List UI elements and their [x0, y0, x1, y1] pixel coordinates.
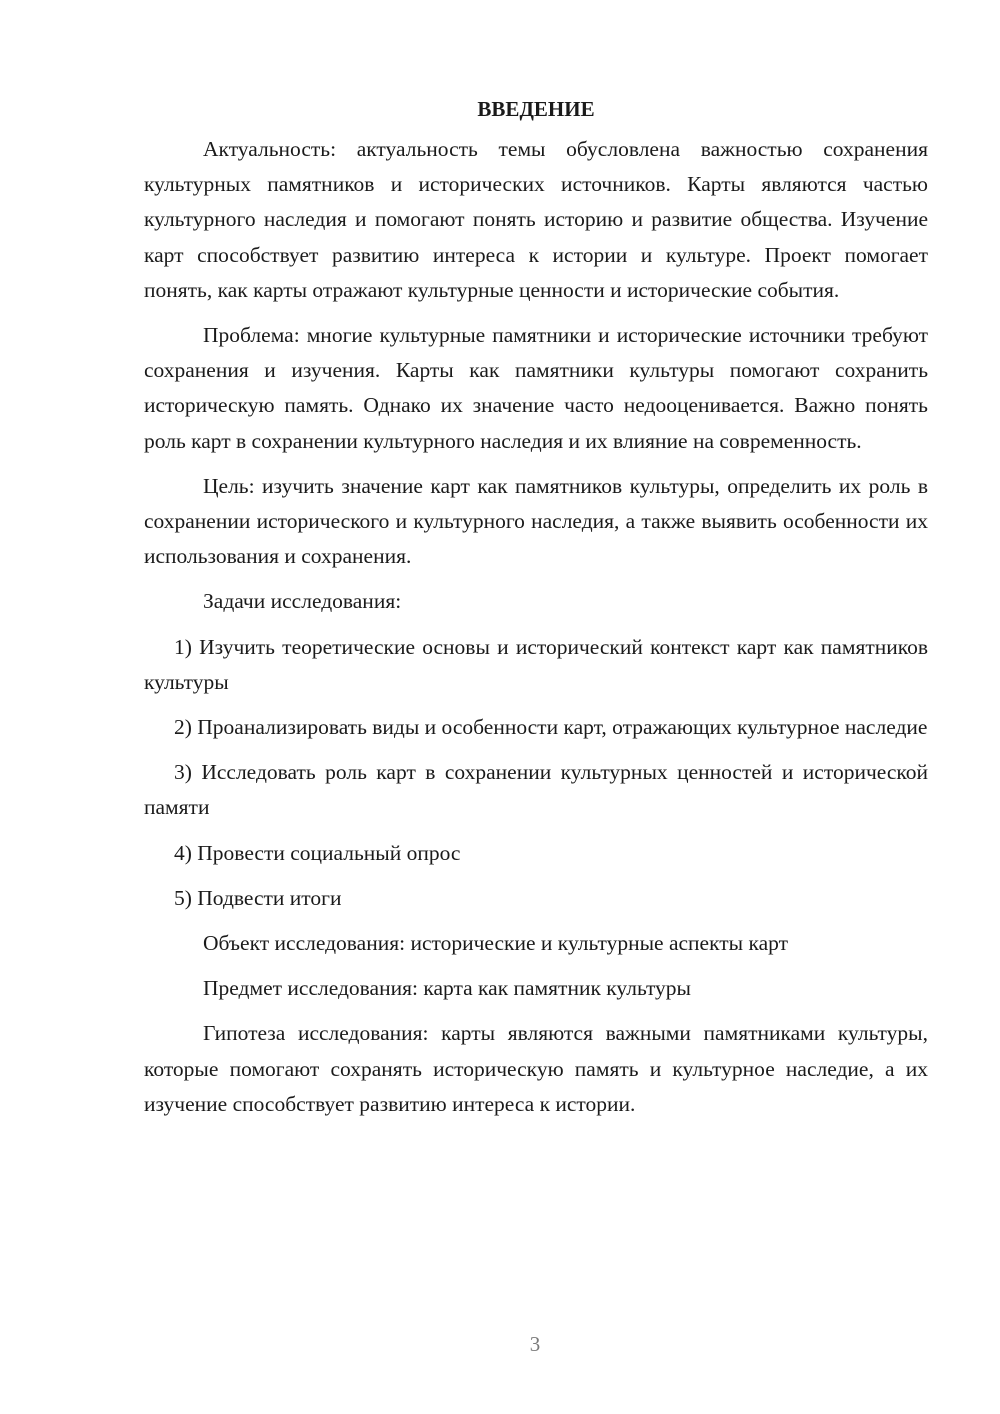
document-page [144, 92, 928, 1132]
task-item: 5) Подвести итоги [174, 885, 342, 910]
task-item: 2) Проанализировать виды и особенности карт, отражающих культурное наследие [174, 715, 928, 740]
goal-paragraph: Цель: изучить значение карт как памятников культуры, определить их роль в сохранении исторического и культурного наследия, а также выявить особенности их использования и сохранения. [144, 473, 928, 569]
task-item: 1) Изучить теоретические основы и исторический контекст карт как памятников культуры [144, 634, 928, 694]
research-hypothesis: Гипотеза исследования: карты являются важными памятниками культуры, которые помогают сохранять историческую память и культурное наследие, а их изучение способствует развитию интереса к истории. [144, 1021, 928, 1116]
tasks-intro: Задачи исследования: [203, 589, 402, 614]
page-number: 3 [529, 1332, 541, 1356]
relevance-paragraph: Актуальность: актуальность темы обусловлена важностью сохранения культурных памятников и исторических источников. Карты являются частью культурного наследия и помогают понять историю и развитие общества. Изучение карт способствует развитию интереса к истории и культуре. Проект помогает понять, как карты отражают культурные ценности и исторические события. [144, 137, 928, 302]
research-object: Объект исследования: исторические и культурные аспекты карт [203, 931, 788, 956]
task-item: 3) Исследовать роль карт в сохранении культурных ценностей и исторической памяти [144, 760, 928, 820]
task-item: 4) Провести социальный опрос [174, 840, 461, 865]
problem-paragraph: Проблема: многие культурные памятники и исторические источники требуют сохранения и изучения. Карты как памятники культуры помогают сохранить историческую память. Однако их значение часто недооценивается. Важно понять роль карт в сохранении культурного наследия и их влияние на современность. [144, 323, 928, 453]
research-subject: Предмет исследования: карта как памятник культуры [203, 976, 692, 1001]
section-heading: ВВЕДЕНИЕ [477, 97, 595, 121]
